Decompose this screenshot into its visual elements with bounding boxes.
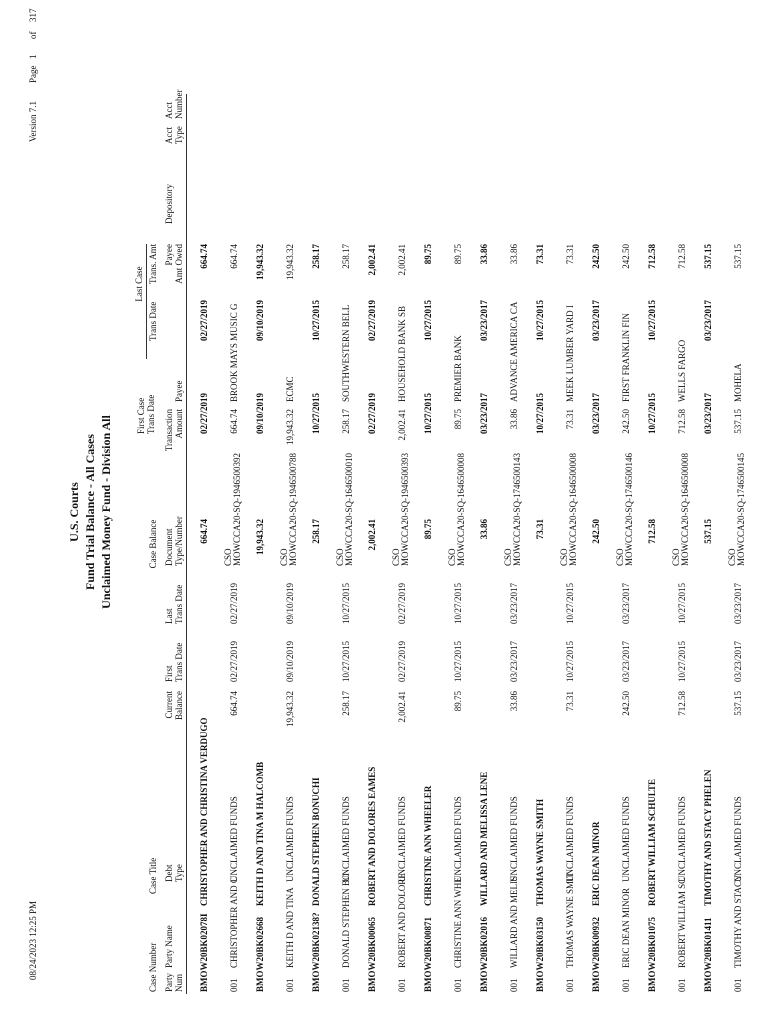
document-type: CSO (335, 548, 345, 566)
page-total: 317 (28, 8, 38, 22)
transaction-amount: 242.50 (621, 409, 631, 434)
current-balance: 2,002.41 (397, 691, 407, 723)
case-number: BMOW20BK03150 (535, 916, 545, 992)
debt-type: UNCLAIMED FUNDS (341, 796, 351, 882)
case-number: BMOW20BK02078I (199, 913, 209, 992)
last-trans-date: 03/23/2017 (509, 582, 519, 624)
case-balance-amount: 712.58 (647, 519, 657, 544)
debt-type: UNCLAIMED FUNDS (509, 796, 519, 882)
first-trans-date: 10/27/2015 (453, 640, 463, 682)
party-num: 001 (677, 978, 687, 992)
first-trans-date: 10/27/2015 (341, 640, 351, 682)
first-trans-date: 03/23/2017 (733, 640, 743, 682)
document-type: CSO (223, 548, 233, 566)
party-row (336, 0, 354, 1024)
payee-name: HOUSEHOLD BANK SB (397, 305, 407, 402)
case-last-amount: 537.15 (703, 244, 713, 269)
last-case-rule (146, 244, 147, 359)
col-payee: Payee (174, 380, 184, 402)
current-balance: 258.17 (341, 691, 351, 716)
case-last-amount: 89.75 (423, 244, 433, 265)
last-trans-date: 03/23/2017 (621, 582, 631, 624)
first-case-date: 10/27/2015 (647, 392, 657, 434)
party-name: ROBERT WILLIAM SC (677, 877, 687, 968)
transaction-amount: 258.17 (341, 409, 351, 434)
party-row (672, 0, 690, 1024)
party-row (392, 0, 410, 1024)
party-name: WILLARD AND MELIS (509, 876, 519, 968)
last-trans-date: 10/27/2015 (341, 582, 351, 624)
report-title-line1: U.S. Courts (67, 482, 81, 542)
payee-name: MEEK LUMBER YARD I (565, 305, 575, 402)
first-trans-date: 03/23/2017 (621, 640, 631, 682)
case-row (534, 0, 552, 1024)
document-type: CSO (671, 548, 681, 566)
payee-amount: 73.31 (565, 244, 575, 265)
case-title: KEITH D AND TINA M HALCOMB (255, 761, 265, 906)
first-case-date: 10/27/2015 (423, 392, 433, 434)
first-trans-date: 09/10/2019 (285, 640, 295, 682)
payee-name: PREMIER BANK (453, 335, 463, 402)
last-case-date: 02/27/2019 (199, 299, 209, 341)
first-case-date: 02/27/2019 (367, 392, 377, 434)
col-first-case-2: Trans Date (146, 394, 156, 434)
party-row (448, 0, 466, 1024)
party-row (224, 0, 242, 1024)
payee-name: BROOK MAYS MUSIC G (229, 303, 239, 402)
col-case-title: Case Title (148, 857, 158, 894)
case-number: BMOW20BK02668 (255, 916, 265, 992)
document-number: MOWCCA20-SQ-1646500008 (456, 452, 466, 566)
case-title: DONALD STEPHEN BONUCHI (311, 777, 321, 906)
case-title: CHRISTINE ANN WHEELER (423, 785, 433, 906)
case-number: BMOW20BK02138? (311, 912, 321, 992)
last-case-date: 03/23/2017 (591, 299, 601, 341)
case-last-amount: 73.31 (535, 244, 545, 265)
case-row (478, 0, 496, 1024)
col-case-number: Case Number (148, 942, 158, 992)
case-last-amount: 664.74 (199, 244, 209, 269)
document-type: CSO (391, 548, 401, 566)
document-number: MOWCCA20-SQ-1946500788 (288, 452, 298, 566)
document-number: MOWCCA20-SQ-1746500146 (624, 452, 634, 566)
party-name: ROBERT AND DOLORE (397, 873, 407, 968)
col-case-balance: Case Balance (148, 519, 158, 569)
first-case-date: 03/23/2017 (479, 392, 489, 434)
party-row (504, 0, 522, 1024)
payee-amount: 258.17 (341, 244, 351, 269)
transaction-amount: 33.86 (509, 409, 519, 430)
transaction-amount: 537.15 (733, 409, 743, 434)
last-trans-date: 09/10/2019 (285, 582, 295, 624)
document-number: MOWCCA20-SQ-1946500392 (232, 452, 242, 566)
case-balance-amount: 2,002.41 (367, 519, 377, 551)
col-party-num-1: Party (164, 973, 174, 992)
of-label: of (28, 31, 38, 39)
case-number: BMOW20BK01411 (703, 917, 713, 992)
first-case-date: 10/27/2015 (535, 392, 545, 434)
party-row (616, 0, 634, 1024)
last-trans-date: 02/27/2019 (397, 582, 407, 624)
party-name: THOMAS WAYNE SMIT (565, 872, 575, 968)
document-type: CSO (559, 548, 569, 566)
col-debt-1: Debt (164, 864, 174, 882)
party-name: ERIC DEAN MINOR (621, 888, 631, 968)
current-balance: 73.31 (565, 691, 575, 712)
col-transaction-1: Transaction (164, 409, 174, 452)
first-trans-date: 02/27/2019 (397, 640, 407, 682)
last-trans-date: 02/27/2019 (229, 582, 239, 624)
last-case-date: 09/10/2019 (255, 299, 265, 341)
payee-name: MOHELA (733, 363, 743, 402)
document-number: MOWCCA20-SQ-1946500393 (400, 452, 410, 566)
case-title: ROBERT WILLIAM SCHULTE (647, 778, 657, 906)
case-row (590, 0, 608, 1024)
current-balance: 19,943.32 (285, 691, 295, 727)
col-payee-amt-2: Amt Owed (174, 244, 184, 284)
col-acct-number-1: Acct (164, 102, 174, 119)
transaction-amount: 89.75 (453, 409, 463, 430)
case-balance-amount: 19,943.32 (255, 519, 265, 555)
first-trans-date: 10/27/2015 (677, 640, 687, 682)
last-trans-date: 10/27/2015 (453, 582, 463, 624)
col-acct-type-1: Acct (164, 127, 174, 144)
last-trans-date: 10/27/2015 (677, 582, 687, 624)
version-label: Version 7.1 (28, 101, 38, 142)
first-trans-date: 10/27/2015 (565, 640, 575, 682)
report-datetime: 08/24/2023 12:25 PM (28, 900, 38, 980)
case-balance-amount: 537.15 (703, 519, 713, 544)
case-last-amount: 242.50 (591, 244, 601, 269)
case-balance-amount: 89.75 (423, 519, 433, 540)
case-number: BMOW20BK00065 (367, 916, 377, 992)
debt-type: UNCLAIMED FUNDS (677, 796, 687, 882)
payee-amount: 537.15 (733, 244, 743, 269)
document-type: CSO (615, 548, 625, 566)
payee-amount: 19,943.32 (285, 244, 295, 280)
debt-type: UNCLAIMED FUNDS (229, 796, 239, 882)
payee-name: ECMC (285, 376, 295, 402)
case-number: BMOW20BK02016 (479, 916, 489, 992)
transaction-amount: 712.58 (677, 409, 687, 434)
header-rule (186, 94, 187, 994)
first-case-date: 02/27/2019 (199, 392, 209, 434)
last-case-date: 10/27/2015 (423, 299, 433, 341)
last-case-date: 10/27/2015 (647, 299, 657, 341)
payee-amount: 664.74 (229, 244, 239, 269)
party-name: KEITH D AND TINA (285, 887, 295, 968)
party-row (280, 0, 298, 1024)
current-balance: 664.74 (229, 691, 239, 716)
last-case-date: 03/23/2017 (703, 299, 713, 341)
party-num: 001 (621, 978, 631, 992)
col-lc-trans-date: Trans Date (148, 301, 158, 341)
case-title: ROBERT AND DOLORES EAMES (367, 766, 377, 906)
first-case-date: 03/23/2017 (703, 392, 713, 434)
party-name: CHRISTINE ANN WHE (453, 877, 463, 968)
case-number: BMOW20BK00932 (591, 916, 601, 992)
payee-amount: 242.50 (621, 244, 631, 269)
col-acct-number-2: Number (174, 89, 184, 119)
last-trans-date: 10/27/2015 (565, 582, 575, 624)
transaction-amount: 73.31 (565, 409, 575, 430)
col-party-name: Party Name (164, 925, 174, 968)
page-number: 1 (28, 54, 38, 59)
party-num: 001 (733, 978, 743, 992)
case-balance-amount: 242.50 (591, 519, 601, 544)
last-case-date: 10/27/2015 (311, 299, 321, 341)
case-row (198, 0, 216, 1024)
col-depository: Depository (164, 184, 174, 224)
case-number: BMOW20BK00871 (423, 916, 433, 992)
col-debt-2: Type (174, 864, 184, 882)
party-row (560, 0, 578, 1024)
document-type: CSO (279, 548, 289, 566)
col-payee-amt-1: Payee (164, 244, 174, 266)
document-type: CSO (727, 548, 737, 566)
col-current-balance-2: Balance (174, 691, 184, 720)
document-number: MOWCCA20-SQ-1646500010 (344, 452, 354, 566)
transaction-amount: 664.74 (229, 409, 239, 434)
party-num: 001 (285, 978, 295, 992)
document-number: MOWCCA20-SQ-1746500143 (512, 452, 522, 566)
col-lc-trans-amt: Trans. Amt (148, 243, 158, 284)
case-last-amount: 33.86 (479, 244, 489, 265)
payee-name: SOUTHWESTERN BELL (341, 304, 351, 402)
party-num: 001 (509, 978, 519, 992)
report-title-line2: Fund Trial Balance - All Cases (83, 434, 97, 590)
case-row (422, 0, 440, 1024)
case-title: WILLARD AND MELISSA LENE (479, 771, 489, 906)
party-num: 001 (453, 978, 463, 992)
party-name: CHRISTOPHER AND C (229, 877, 239, 968)
debt-type: UNCLAIMED FUNDS (397, 796, 407, 882)
col-document-2: Type/Number (174, 516, 184, 566)
case-row (646, 0, 664, 1024)
first-case-date: 09/10/2019 (255, 392, 265, 434)
first-trans-date: 02/27/2019 (229, 640, 239, 682)
document-number: MOWCCA20-SQ-1746500145 (736, 452, 746, 566)
current-balance: 537.15 (733, 691, 743, 716)
debt-type: UNCLAIMED FUNDS (285, 796, 295, 882)
col-party-num-2: Num (174, 974, 184, 992)
document-number: MOWCCA20-SQ-1646500008 (680, 452, 690, 566)
case-balance-amount: 664.74 (199, 519, 209, 544)
current-balance: 89.75 (453, 691, 463, 712)
party-num: 001 (341, 978, 351, 992)
case-row (254, 0, 272, 1024)
payee-name: WELLS FARGO (677, 339, 687, 402)
party-num: 001 (397, 978, 407, 992)
report-title-line3: Unclaimed Money Fund - Division All (99, 415, 113, 609)
debt-type: UNCLAIMED FUNDS (565, 796, 575, 882)
case-row (702, 0, 720, 1024)
transaction-amount: 19,943.32 (285, 409, 295, 445)
last-trans-date: 03/23/2017 (733, 582, 743, 624)
case-balance-amount: 33.86 (479, 519, 489, 540)
transaction-amount: 2,002.41 (397, 409, 407, 441)
debt-type: UNCLAIMED FUNDS (621, 796, 631, 882)
col-acct-type-2: Type (174, 126, 184, 144)
payee-amount: 2,002.41 (397, 244, 407, 276)
col-current-balance-1: Current (164, 691, 174, 719)
last-case-date: 03/23/2017 (479, 299, 489, 341)
current-balance: 712.58 (677, 691, 687, 716)
party-num: 001 (565, 978, 575, 992)
party-name: DONALD STEPHEN BO (341, 873, 351, 968)
payee-amount: 712.58 (677, 244, 687, 269)
debt-type: UNCLAIMED FUNDS (453, 796, 463, 882)
col-document-1: Document (164, 528, 174, 566)
case-balance-amount: 258.17 (311, 519, 321, 544)
payee-amount: 33.86 (509, 244, 519, 265)
last-case-date: 10/27/2015 (535, 299, 545, 341)
case-title: TIMOTHY AND STACY PHELEN (703, 769, 713, 906)
case-title: ERIC DEAN MINOR (591, 821, 601, 906)
col-last-case: Last Case (134, 266, 144, 302)
case-title: THOMAS WAYNE SMITH (535, 798, 545, 906)
col-first-trans-1: First (164, 665, 174, 682)
case-last-amount: 19,943.32 (255, 244, 265, 280)
last-case-date: 02/27/2019 (367, 299, 377, 341)
page-label: Page (28, 65, 38, 83)
current-balance: 33.86 (509, 691, 519, 712)
current-balance: 242.50 (621, 691, 631, 716)
case-title: CHRISTOPHER AND CHRISTINA VERDUGO (199, 717, 209, 906)
case-balance-amount: 73.31 (535, 519, 545, 540)
document-type: CSO (503, 548, 513, 566)
payee-name: ADVANCE AMERICA CA (509, 301, 519, 402)
case-last-amount: 712.58 (647, 244, 657, 269)
case-last-amount: 258.17 (311, 244, 321, 269)
first-case-date: 03/23/2017 (591, 392, 601, 434)
first-case-date: 10/27/2015 (311, 392, 321, 434)
debt-type: UNCLAIMED FUNDS (733, 796, 743, 882)
col-first-trans-2: Trans Date (174, 642, 184, 682)
document-number: MOWCCA20-SQ-1646500008 (568, 452, 578, 566)
first-trans-date: 03/23/2017 (509, 640, 519, 682)
case-row (310, 0, 328, 1024)
col-last-trans-2: Trans Date (174, 584, 184, 624)
col-first-case-1: First Case (136, 397, 146, 434)
case-last-amount: 2,002.41 (367, 244, 377, 276)
case-number: BMOW20BK01075 (647, 916, 657, 992)
document-type: CSO (447, 548, 457, 566)
payee-name: FIRST FRANKLIN FIN (621, 313, 631, 402)
party-num: 001 (229, 978, 239, 992)
party-name: TIMOTHY AND STACY (733, 874, 743, 968)
col-last-trans-1: Last (164, 608, 174, 624)
party-row (728, 0, 746, 1024)
payee-amount: 89.75 (453, 244, 463, 265)
case-row (366, 0, 384, 1024)
col-transaction-2: Amount (174, 409, 184, 439)
